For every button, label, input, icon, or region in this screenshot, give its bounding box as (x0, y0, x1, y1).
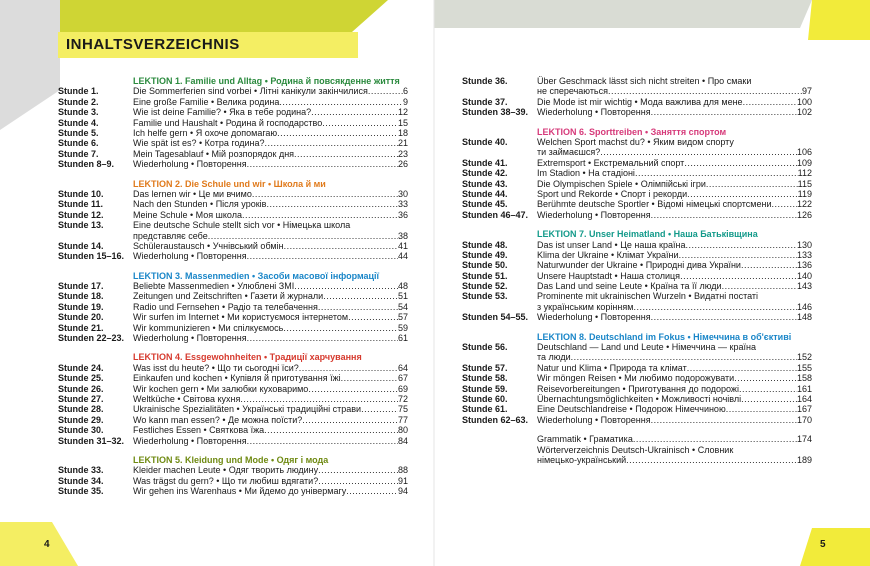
toc-entry[interactable]: Stunde 61. Eine Deutschlandreise • Подорож Німеччиною ..... 167 (462, 404, 812, 414)
page-number-right: 5 (820, 539, 826, 550)
toc-entry[interactable]: Stunde 43. Die Olympischen Spiele • Олімпійські ігри ..... 115 (462, 179, 812, 189)
toc-entry[interactable]: Stunde 34. Was trägst du gern? • Що ти любиш вдягати? ..... 91 (58, 476, 408, 486)
toc-entry[interactable]: Stunde 40. Welchen Sport machst du? • Яким видом спорту (462, 136, 734, 147)
toc-entry[interactable]: Stunde 41. Extremsport • Екстремальний спорт ..... 109 (462, 158, 812, 168)
toc-entry[interactable]: Stunde 10. Das lernen wir • Це ми вчимо ..... 30 (58, 189, 408, 199)
toc-entry[interactable]: Stunde 2. Eine große Familie • Велика родина ..... 9 (58, 97, 408, 107)
toc-entry[interactable]: Stunde 52. Das Land und seine Leute • Країна та її люди ..... 143 (462, 281, 812, 291)
toc-entry[interactable]: Stunde 30. Festliches Essen • Святкова їжа ..... 80 (58, 425, 408, 435)
toc-entry[interactable]: Stunde 33. Kleider machen Leute • Одяг творить людину ..... 88 (58, 465, 408, 475)
toc-appendix-entry-continuation[interactable]: німецько-український ..... 189 (462, 455, 812, 465)
title-bar (58, 32, 358, 58)
toc-entry[interactable]: Stunde 53. Prominente mit ukrainischen Wurzeln • Видатні постаті (462, 291, 759, 302)
toc-entry[interactable]: Stunde 4. Familie und Haushalt • Родина й господарство ..... 15 (58, 118, 408, 128)
toc-entry-continuation[interactable]: не сперечаються ..... 97 (462, 86, 812, 96)
toc-entry[interactable]: Stunde 1. Die Sommerferien sind vorbei • Літні канікули закінчилися ..... 6 (58, 86, 408, 96)
toc-entry[interactable]: Stunden 38–39. Wiederholung • Повторення ..... 102 (462, 107, 812, 117)
toc-entry[interactable]: Stunde 49. Klima der Ukraine • Клімат України ..... 133 (462, 250, 812, 260)
toc-entry[interactable]: Stunde 57. Natur und Klima • Природа та клімат ..... 155 (462, 363, 812, 373)
toc-left-column (58, 76, 408, 497)
toc-entry[interactable]: Stunde 27. Weltküche • Світова кухня ..... 72 (58, 394, 408, 404)
lesson-heading: LEKTION 8. Deutschland im Fokus • Німеччина в об'єктиві (537, 331, 792, 342)
toc-entry[interactable]: Stunde 14. Schüleraustausch • Учнівський обмін ..... 41 (58, 241, 408, 251)
toc-entry[interactable]: Stunde 20. Wir surfen im Internet • Ми користуємося інтернетом ..... 57 (58, 312, 408, 322)
toc-entry[interactable]: Stunde 58. Wir möngen Reisen • Ми любимо подорожувати ..... 158 (462, 373, 812, 383)
toc-entry[interactable]: Stunde 37. Die Mode ist mir wichtig • Мода важлива для мене ..... 100 (462, 97, 812, 107)
toc-right-column (462, 76, 812, 465)
page-number-left: 4 (44, 539, 50, 550)
toc-entry[interactable]: Stunden 22–23. Wiederholung • Повторення ..... 61 (58, 333, 408, 343)
toc-entry[interactable]: Stunde 25. Einkaufen und kochen • Купівля й приготування їжі ..... 67 (58, 373, 408, 383)
toc-entry[interactable]: Stunde 21. Wir kommunizieren • Ми спілкуємось ..... 59 (58, 323, 408, 333)
toc-entry[interactable]: Stunde 29. Wo kann man essen? • Де можна поїсти? ..... 77 (58, 415, 408, 425)
left-bottom-yellow-shape (0, 522, 78, 566)
toc-entry[interactable]: Stunde 56. Deutschland — Land und Leute • Німеччина — країна (462, 342, 756, 353)
toc-appendix-entry[interactable]: Wörterverzeichnis Deutsch-Ukrainisch • Словник (537, 444, 734, 455)
toc-entry[interactable]: Stunde 26. Wir kochen gern • Ми залюбки куховаримо ..... 69 (58, 384, 408, 394)
toc-entry[interactable]: Stunden 62–63. Wiederholung • Повторення ..... 170 (462, 415, 812, 425)
lesson-heading: LEKTION 5. Kleidung und Mode • Одяг і мода (133, 454, 329, 465)
lesson-heading: LEKTION 3. Massenmedien • Засоби масової інформації (133, 270, 380, 281)
toc-entry[interactable]: Stunde 36. Über Geschmack lässt sich nicht streiten • Про смаки (462, 76, 752, 86)
toc-entry[interactable]: Stunden 46–47. Wiederholung • Повторення ..... 126 (462, 210, 812, 220)
toc-entry[interactable]: Stunde 45. Berühmte deutsche Sportler • Відомі німецькі спортсмени ..... 122 (462, 199, 812, 209)
toc-entry[interactable]: Stunde 51. Unsere Hauptstadt • Наша столиця ..... 140 (462, 271, 812, 281)
toc-entry[interactable]: Stunde 19. Radio und Fernsehen • Радіо та телебачення ..... 54 (58, 302, 408, 312)
toc-entry-continuation[interactable]: ти займаєшся? ..... 106 (462, 147, 812, 157)
lesson-heading: LEKTION 1. Familie und Alltag • Родина й повсякденне життя (133, 76, 400, 86)
toc-entry[interactable]: Stunde 13. Eine deutsche Schule stellt sich vor • Німецька школа (58, 220, 351, 231)
toc-entry[interactable]: Stunde 50. Naturwunder der Ukraine • Природні дива України ..... 136 (462, 260, 812, 270)
toc-entry-continuation[interactable]: з українським корінням ..... 146 (462, 302, 812, 312)
toc-entry[interactable]: Stunden 31–32. Wiederholung • Повторення ..... 84 (58, 436, 408, 446)
page-title: INHALTSVERZEICHNIS (66, 36, 240, 53)
toc-entry[interactable]: Stunde 11. Nach den Stunden • Після уроків ..... 33 (58, 199, 408, 209)
toc-entry[interactable]: Stunde 44. Sport und Rekorde • Спорт і рекорди ..... 119 (462, 189, 812, 199)
right-bottom-yellow-shape (800, 528, 870, 566)
left-top-edge (60, 0, 62, 32)
lesson-heading: LEKTION 4. Essgewohnheiten • Традиції харчування (133, 352, 362, 363)
lesson-heading: LEKTION 6. Sporttreiben • Заняття спортом (537, 126, 727, 137)
toc-entry[interactable]: Stunde 17. Beliebte Massenmedien • Улюблені ЗМІ ..... 48 (58, 281, 408, 291)
toc-entry[interactable]: Stunde 6. Wie spät ist es? • Котра година? ..... 21 (58, 138, 408, 148)
lesson-heading: LEKTION 7. Unser Heimatland • Наша Батьківщина (537, 229, 758, 240)
toc-appendix-entry[interactable]: Grammatik • Граматика ..... 174 (462, 434, 812, 444)
toc-entry-continuation[interactable]: та люди ..... 152 (462, 352, 812, 362)
toc-entry[interactable]: Stunde 59. Reisevorbereitungen • Приготування до подорожі ..... 161 (462, 384, 812, 394)
right-top-yellow-shape (808, 0, 870, 40)
toc-entry[interactable]: Stunde 18. Zeitungen und Zeitschriften • Газети й журнали ..... 51 (58, 291, 408, 301)
toc-entry[interactable]: Stunde 35. Wir gehen ins Warenhaus • Ми йдемо до універмагу ..... 94 (58, 486, 408, 496)
toc-entry[interactable]: Stunde 48. Das ist unser Land • Це наша країна ..... 130 (462, 240, 812, 250)
left-top-gray-shape (0, 0, 60, 130)
toc-entry[interactable]: Stunde 28. Ukrainische Spezialitäten • Українські традиційні страви ..... 75 (58, 404, 408, 414)
lesson-heading: LEKTION 2. Die Schule und wir • Школа й ми (133, 178, 326, 189)
toc-entry[interactable]: Stunden 15–16. Wiederholung • Повторення ..... 44 (58, 251, 408, 261)
toc-entry[interactable]: Stunde 7. Mein Tagesablauf • Мій розпорядок дня ..... 23 (58, 149, 408, 159)
toc-entry[interactable]: Stunde 3. Wie ist deine Familie? • Яка в тебе родина? ..... 12 (58, 107, 408, 117)
toc-entry[interactable]: Stunde 12. Meine Schule • Моя школа ..... 36 (58, 210, 408, 220)
toc-entry[interactable]: Stunde 24. Was isst du heute? • Що ти сьогодні їси? ..... 64 (58, 363, 408, 373)
toc-entry[interactable]: Stunde 5. Ich helfe gern • Я охоче допомагаю ..... 18 (58, 128, 408, 138)
toc-entry[interactable]: Stunden 54–55. Wiederholung • Повторення ..... 148 (462, 312, 812, 322)
left-top-olive-band (60, 0, 388, 32)
toc-entry-continuation[interactable]: представляє себе ..... 38 (58, 231, 408, 241)
toc-entry[interactable]: Stunden 8–9. Wiederholung • Повторення ..... 26 (58, 159, 408, 169)
right-top-gray-band (434, 0, 812, 28)
toc-entry[interactable]: Stunde 60. Übernachtungsmöglichkeiten • Можливості ночівлі ..... 164 (462, 394, 812, 404)
toc-entry[interactable]: Stunde 42. Im Stadion • На стадіоні ..... 112 (462, 168, 812, 178)
